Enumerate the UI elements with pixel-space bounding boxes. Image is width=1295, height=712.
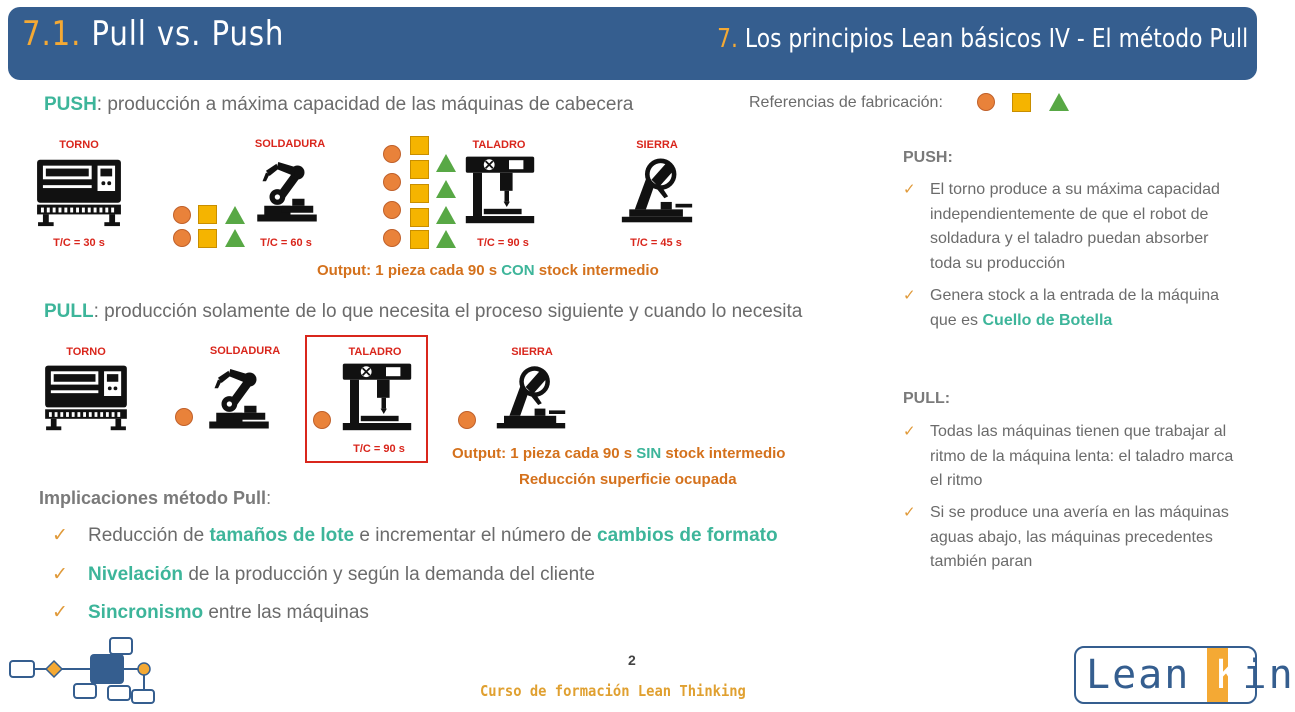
check-icon: ✓ [52,564,68,585]
implications-title [39,488,271,509]
reference-circle [977,93,995,111]
push-keyword: PUSH [44,94,97,115]
sidebar-pull-item: Todas las máquinas tienen que trabajar al ritmo de la máquina lenta: el taladro marca el ritmo [930,423,1234,489]
push-output-keyword: CON [501,262,535,279]
push-output [317,262,659,279]
saw-icon [618,152,696,226]
lathe-icon [34,152,124,230]
check-icon: ✓ [903,181,916,198]
stock-square [410,136,429,155]
stock-circle [458,411,476,429]
stock-triangle [436,206,456,224]
pull-output-keyword: SIN [636,445,662,462]
implication-item [88,564,595,586]
pull-machine-label: TALADRO [348,346,402,358]
stock-square [198,229,217,248]
implication-text: de la producción y según la demanda del cliente [183,564,595,585]
reference-square [1012,93,1031,112]
logo-text-in: in [1242,652,1295,698]
stock-square [410,230,429,249]
stock-square [410,184,429,203]
sidebar-push-item-text: Genera stock a la entrada de la máquina que es [930,287,1220,329]
pull-description: : producción solamente de lo que necesita el proceso siguiente y cuando lo necesita [93,301,803,322]
sidebar-push-heading-text: PUSH [903,149,948,166]
implications-title-text: Implicaciones método Pull [39,488,267,508]
push-output-text: Output: 1 pieza cada 90 s [317,262,502,279]
push-machine-cycle-time: T/C = 45 s [630,237,682,249]
stock-circle [173,229,191,247]
implication-highlight: Sincronismo [88,602,204,623]
push-machine-label: SIERRA [636,139,678,151]
sidebar-push-highlight: Cuello de Botella [982,311,1113,329]
section-title-number: 7. [717,24,738,54]
push-machine-cycle-time: T/C = 90 s [477,237,529,249]
drill-press-icon [341,360,413,432]
push-machine-cycle-time: T/C = 60 s [260,237,312,249]
pull-heading [44,301,802,323]
check-icon: ✓ [52,525,68,546]
implication-item [88,602,369,624]
push-description: : producción a máxima capacidad de las máquinas de cabecera [96,94,634,115]
implication-text: entre las máquinas [203,602,369,623]
push-machine-label: SOLDADURA [254,138,326,150]
check-icon: ✓ [52,602,68,623]
slide-title-text: Pull vs. Push [91,14,285,54]
push-output-text-end: stock intermedio [534,262,659,279]
section-title-text: Los principios Lean básicos IV - El método Pull [744,24,1248,54]
check-icon: ✓ [903,423,916,440]
logo-text-k: K [1216,652,1243,698]
push-machine-label: TALADRO [472,139,526,151]
pull-output [452,445,785,462]
stock-square [410,208,429,227]
stock-triangle [436,154,456,172]
stock-triangle [436,180,456,198]
stock-circle [383,173,401,191]
check-icon: ✓ [903,504,916,521]
push-machine-cycle-time: T/C = 30 s [53,237,105,249]
slide-title-number: 7.1. [22,14,82,54]
stock-circle [173,206,191,224]
push-heading [44,94,633,116]
pull-machine-label: SIERRA [511,346,553,358]
stock-circle [383,201,401,219]
implication-text: e incrementar el número de [354,525,598,546]
sidebar-push-item: El torno produce a su máxima capacidad independientemente de que el robot de soldadura y el taladro puedan absorber toda su producción [930,181,1220,272]
implication-item [88,525,778,547]
welding-robot-icon [204,360,274,434]
sidebar-pull-item: Si se produce una avería en las máquinas aguas abajo, las máquinas precedentes también paran [930,504,1229,570]
push-machine-label: TORNO [59,139,99,151]
implications-title-colon: : [266,488,272,508]
stock-triangle [436,230,456,248]
implication-highlight: Nivelación [88,564,184,585]
logo-text-lean: Lean [1086,652,1191,698]
stock-circle [313,411,331,429]
saw-icon [492,360,570,432]
check-icon: ✓ [903,287,916,304]
implication-highlight: tamaños de lote [209,525,355,546]
sidebar-push-heading: PUSH: [903,149,953,166]
leankin-logo [1074,646,1295,704]
stock-circle [383,145,401,163]
sidebar-pull-heading-text: PULL [903,390,945,407]
pull-output-line2: Reducción superficie ocupada [519,471,737,488]
stock-square [198,205,217,224]
stock-triangle [225,206,245,224]
slide-title [22,14,284,54]
flow-diagram-graphic [8,634,158,706]
page-number: 2 [628,652,636,668]
pull-output-text-end: stock intermedio [661,445,786,462]
section-title [717,24,1248,54]
logo-text [1086,652,1295,698]
references-label: Referencias de fabricación: [749,94,943,111]
pull-machine-label: TORNO [66,346,106,358]
stock-triangle [225,229,245,247]
implication-text: Reducción de [88,525,210,546]
implication-highlight: cambios de formato [597,525,778,546]
pull-machine-cycle-time: T/C = 90 s [353,443,405,455]
pull-machine-label: SOLDADURA [209,345,281,357]
sidebar-pull-heading: PULL: [903,390,951,407]
pull-keyword: PULL [44,301,94,322]
pull-output-text: Output: 1 pieza cada 90 s [452,445,637,462]
lathe-icon [41,358,131,434]
sidebar-push-item [930,284,1235,333]
course-name: Curso de formación Lean Thinking [480,682,746,700]
stock-circle [383,229,401,247]
stock-square [410,160,429,179]
drill-press-icon [464,152,536,226]
welding-robot-icon [252,152,322,228]
reference-triangle [1049,93,1069,111]
stock-circle [175,408,193,426]
